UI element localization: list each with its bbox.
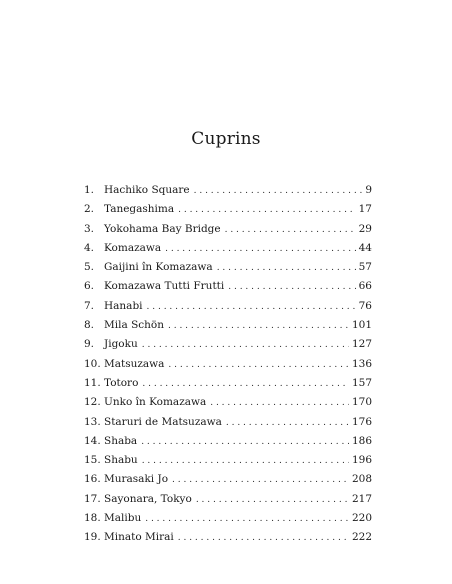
entry-page-number: 17: [358, 203, 372, 216]
entry-number: 19.: [84, 531, 101, 544]
entry-title: Matsuzawa: [104, 357, 165, 370]
entry-title: Jigoku: [104, 338, 138, 351]
dot-leader: [178, 201, 355, 220]
dot-leader: [168, 356, 349, 375]
entry-page-number: 44: [358, 241, 372, 254]
dot-leader: [168, 317, 349, 336]
entry-title: Shaba: [104, 434, 138, 447]
toc-entry: [84, 316, 372, 335]
dot-leader: [178, 529, 349, 548]
entry-page-number: 29: [358, 222, 372, 235]
entry-title: Minato Mirai: [104, 531, 174, 544]
toc-entry: [84, 374, 372, 393]
toc-entry: [84, 297, 372, 316]
entry-title: Totoro: [104, 376, 139, 389]
entry-title: Shabu: [104, 454, 138, 467]
entry-title: Malibu: [104, 512, 142, 525]
dot-leader: [210, 394, 349, 413]
entry-page-number: 196: [351, 454, 372, 467]
entry-number: 18.: [84, 512, 101, 525]
dot-leader: [172, 471, 349, 490]
entry-number: 12.: [84, 396, 101, 409]
entry-page-number: 136: [351, 357, 372, 370]
dot-leader: [142, 375, 349, 394]
entry-page-number: 220: [351, 512, 372, 525]
entry-number: 7.: [84, 299, 95, 312]
entry-page-number: 127: [351, 338, 372, 351]
toc-entry: [84, 470, 372, 489]
entry-title: Tanegashima: [104, 203, 175, 216]
entry-page-number: 9: [365, 184, 372, 196]
toc-entry: [84, 277, 372, 296]
entry-page-number: 170: [351, 396, 372, 409]
dot-leader: [142, 336, 349, 355]
entry-page-number: 208: [351, 473, 372, 486]
entry-title: Yokohama Bay Bridge: [104, 222, 221, 235]
dot-leader: [196, 491, 349, 510]
toc-entry: [84, 528, 372, 547]
dot-leader: [217, 259, 356, 278]
entry-number: 8.: [84, 319, 95, 332]
entry-number: 4.: [84, 241, 95, 254]
toc-entry: [84, 432, 372, 451]
entry-title: Gaijini în Komazawa: [104, 261, 213, 274]
toc-entry: [84, 258, 372, 277]
dot-leader: [165, 240, 355, 259]
toc-entry: [84, 220, 372, 239]
dot-leader: [225, 221, 356, 240]
entry-number: 11.: [84, 376, 101, 389]
entry-title: Hanabi: [104, 299, 143, 312]
toc-entry: [84, 490, 372, 509]
toc-entry: [84, 509, 372, 528]
entry-title: Sayonara, Tokyo: [104, 492, 192, 505]
entry-number: 13.: [84, 415, 101, 428]
entry-number: 17.: [84, 492, 101, 505]
entry-title: Komazawa: [104, 241, 162, 254]
toc-entry: [84, 413, 372, 432]
entry-title: Mila Schön: [104, 319, 164, 332]
dot-leader: [142, 452, 349, 471]
entry-number: 1.: [84, 184, 95, 196]
entry-number: 15.: [84, 454, 101, 467]
entry-number: 3.: [84, 222, 95, 235]
entry-title: Komazawa Tutti Frutti: [104, 280, 225, 293]
entry-page-number: 76: [358, 299, 372, 312]
dot-leader: [147, 298, 356, 317]
dot-leader: [141, 433, 349, 452]
entry-title: Staruri de Matsuzawa: [104, 415, 222, 428]
entry-number: 16.: [84, 473, 101, 486]
dot-leader: [145, 510, 349, 529]
page-title: Cuprins: [191, 129, 261, 149]
entry-page-number: 157: [351, 376, 372, 389]
table-of-contents: [84, 181, 372, 548]
toc-entry: [84, 335, 372, 354]
entry-title: Murasaki Jo: [104, 473, 169, 486]
entry-page-number: 186: [351, 434, 372, 447]
toc-entry: [84, 355, 372, 374]
entry-page-number: 57: [358, 261, 372, 274]
toc-entry: [84, 239, 372, 258]
entry-page-number: 217: [351, 492, 372, 505]
entry-page-number: 176: [351, 415, 372, 428]
entry-number: 5.: [84, 261, 95, 274]
dot-leader: [226, 414, 349, 433]
toc-entry: [84, 200, 372, 219]
entry-number: 6.: [84, 280, 95, 293]
dot-leader: [194, 182, 363, 201]
entry-page-number: 66: [358, 280, 372, 293]
entry-number: 10.: [84, 357, 101, 370]
entry-page-number: 222: [351, 531, 372, 544]
entry-title: Unko în Komazawa: [104, 396, 207, 409]
entry-number: 14.: [84, 434, 101, 447]
entry-page-number: 101: [351, 319, 372, 332]
entry-number: 2.: [84, 203, 95, 216]
entry-title: Hachiko Square: [104, 184, 190, 196]
entry-number: 9.: [84, 338, 95, 351]
dot-leader: [228, 278, 355, 297]
toc-entry: [84, 393, 372, 412]
toc-entry: [84, 451, 372, 470]
toc-entry: [84, 181, 372, 200]
